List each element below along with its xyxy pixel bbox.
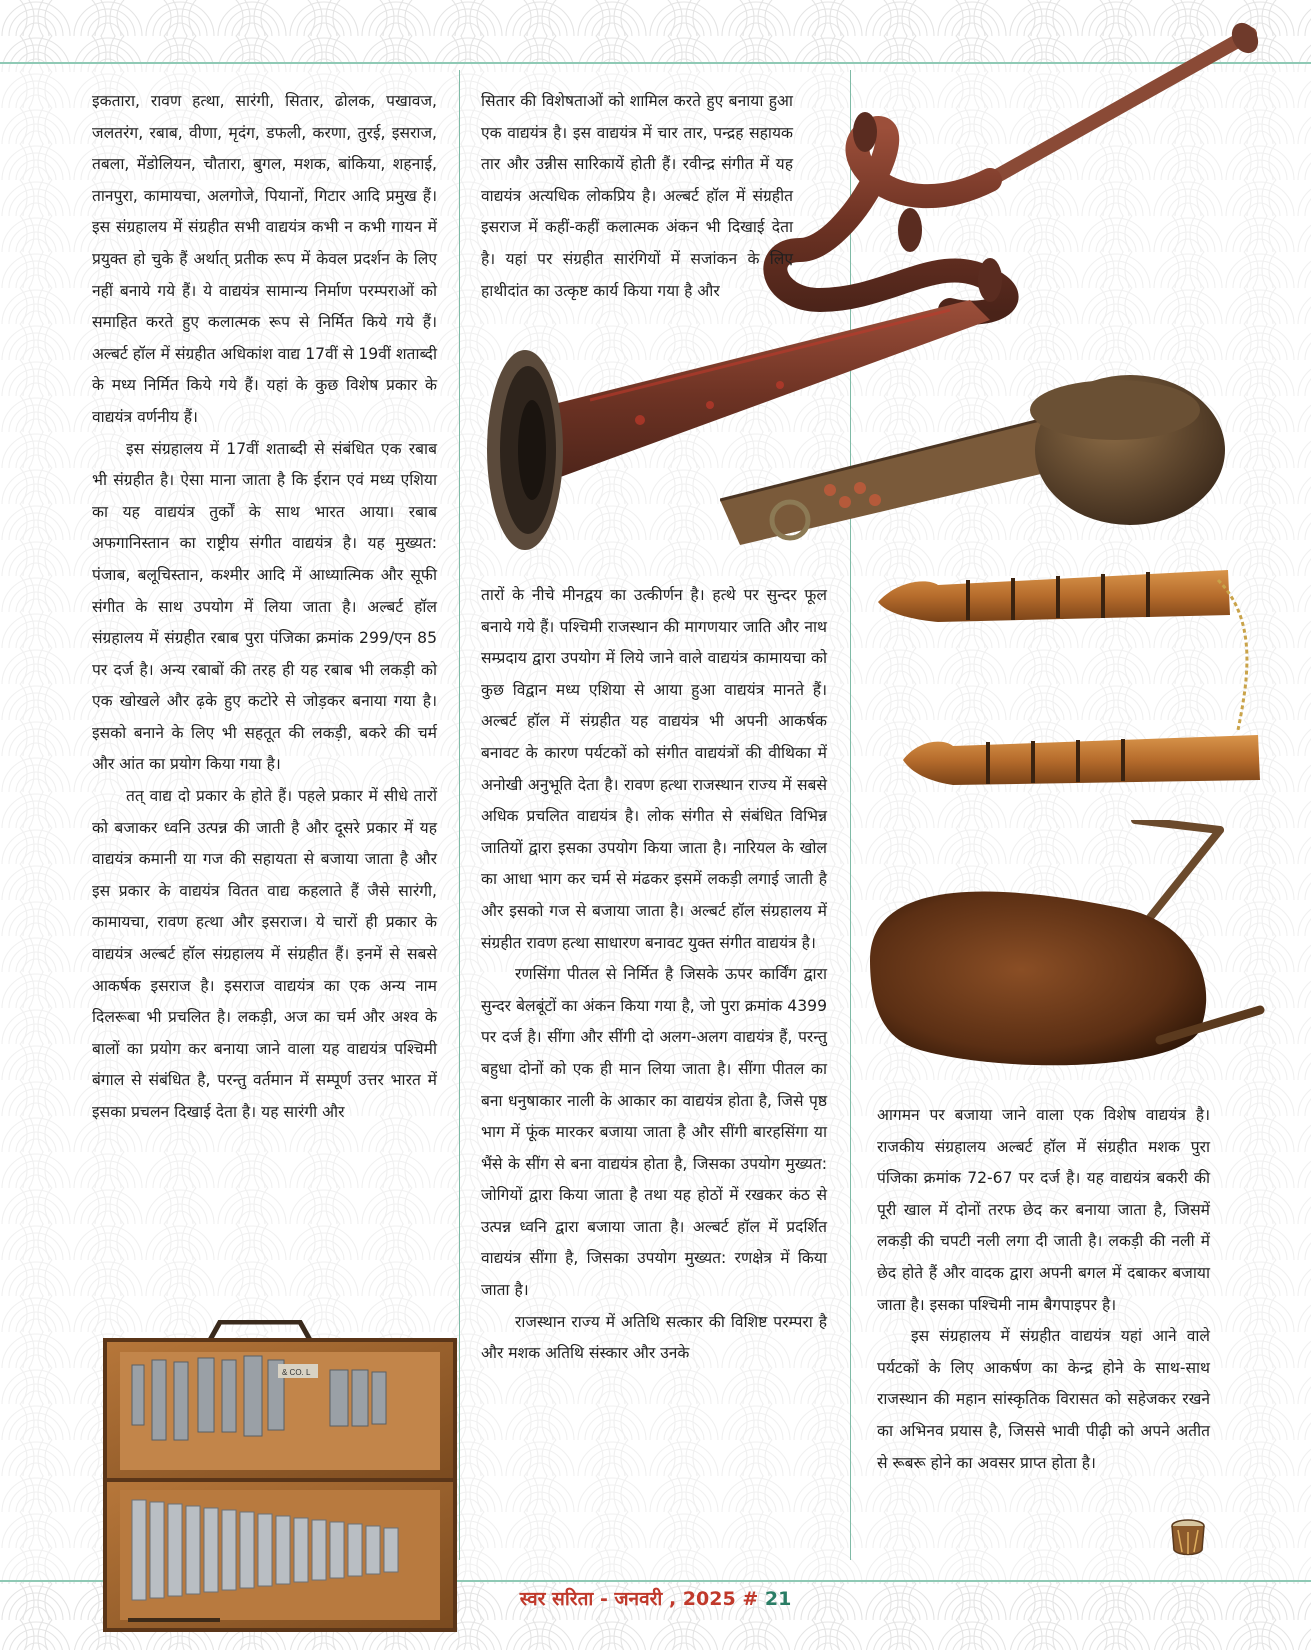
col3-paragraph-1: आगमन पर बजाया जाने वाला एक विशेष वाद्ययंत्र है। राजकीय संग्रहालय अल्बर्ट हॉल में संग्रहीत मशक पुरा पंजिका क्रमांक 72-67 पर दर्ज है। यह वाद्ययंत्र बकरी की पूरी खाल में दोनों तरफ छेद कर बनाया जाता है, जिसमें लकड़ी की चपटी नली लगा दी जाती है। लकड़ी की नली में छेद होते हैं और वादक द्वारा अपनी बगल में दबाकर बजाया जाता है। इसका पश्चिमी नाम बैगपाइपर है। [877, 1106, 1210, 1314]
col2-paragraph-3: राजस्थान राज्य में अतिथि सत्कार की विशिष्ट परम्परा है और मशक अतिथि संस्कार और उनके [481, 1312, 827, 1363]
case-label: & CO. L [282, 1368, 311, 1377]
issue-year: , 2025 [662, 1588, 743, 1610]
column-2-top-text [481, 86, 793, 307]
col2-top-paragraph: सितार की विशेषताओं को शामिल करते हुए बनाया हुआ एक वाद्ययंत्र है। इस वाद्ययंत्र में चार तार, पन्द्रह सहायक तार और उन्नीस सारिकायें होती हैं। रवीन्द्र संगीत में यह वाद्ययंत्र अत्यधिक लोकप्रिय है। अल्बर्ट हॉल में संग्रहीत इसराज में कहीं-कहीं कलात्मक अंकन भी दिखाई देता है। यहां पर संग्रहीत सारंगियों में सजांकन के लिए हाथीदांत का उत्कृष्ट कार्य किया गया है और [481, 92, 793, 300]
col1-paragraph-1: इकतारा, रावण हत्था, सारंगी, सितार, ढोलक, पखावज, जलतरंग, रबाब, वीणा, मृदंग, डफली, करणा, तुरई, इसराज, तबला, मेंडोलियन, चौतारा, बुगल, मशक, बांकिया, शहनाई, तानपुरा, कामायचा, अलगोजे, पियानों, गिटार आदि प्रमुख हैं। इस संग्रहालय में संग्रहीत सभी वाद्ययंत्र कभी न कभी गायन में प्रयुक्त हो चुके हैं अर्थात् प्रतीक रूप में केवल प्रदर्शन के लिए नहीं बनाये गये हैं। ये वाद्ययंत्र सामान्य निर्माण परम्पराओं को समाहित करते हुए कलात्मक रूप से निर्मित किये गये हैं। अल्बर्ट हॉल में संग्रहीत अधिकांश वाद्य 17वीं से 19वीं शताब्दी के मध्य निर्मित किये गये हैं। यहां के कुछ विशेष प्रकार के वाद्ययंत्र वर्णनीय हैं। [92, 92, 437, 426]
hash-symbol: # [742, 1588, 759, 1610]
col1-paragraph-3: तत् वाद्य दो प्रकार के होते हैं। पहले प्रकार में सीधे तारों को बजाकर ध्वनि उत्पन्न की जाती है और दूसरे प्रकार में यह वाद्ययंत्र कमानी या गज की सहायता से बजाया जाता है और इस प्रकार के वाद्ययंत्र वितत वाद्य कहलाते हैं जैसे सारंगी, कामायचा, रावण हत्था और इसराज। ये चारों ही प्रकार के वाद्ययंत्र अल्बर्ट हॉल संग्रहालय में संग्रहीत हैं। इनमें से सबसे आकर्षक इसराज है। इसराज वाद्ययंत्र का एक अन्य नाम दिलरूबा भी प्रचलित है। लकड़ी, अज का चर्म और अश्व के बालों का प्रयोग कर बनाया जाने वाला यह वाद्ययंत्र पश्चिमी बंगाल से संबंधित है, परन्तु वर्तमान में सम्पूर्ण उत्तर भारत में इसका प्रचलन दिखाई देता है। यह सारंगी और [92, 787, 437, 1121]
column-3-text [877, 1100, 1210, 1479]
col2-paragraph-2: रणसिंगा पीतल से निर्मित है जिसके ऊपर कार्विंग द्वारा सुन्दर बेलबूंटों का अंकन किया गया है, जो पुरा क्रमांक 4399 पर दर्ज है। सींगा और सींगी दो अलग-अलग वाद्ययंत्र हैं, परन्तु बहुधा दोनों को एक ही मान लिया जाता है। सींगा पीतल का बना धनुषाकार नाली के आकार का वाद्ययंत्र होता है, जिसे पृष्ठ भाग में फूंक मारकर बजाया जाता है और सींगी बारहसिंगा या भैंसे के सींग से बना वाद्ययंत्र होता है, जिसका उपयोग मुख्यत: जोगियों द्वारा किया जाता है तथा यह होठों में रखकर कंठ से उत्पन्न ध्वनि द्वारा बजाया जाता है। अल्बर्ट हॉल में प्रदर्शित वाद्ययंत्र सींगा है, जिसका उपयोग मुख्यत: रणक्षेत्र में किया जाता है। [481, 965, 827, 1300]
page-number: 21 [758, 1588, 792, 1610]
wooden-flutes-image [858, 560, 1268, 820]
column-1-text [92, 86, 437, 1129]
issue-month: जनवरी [614, 1588, 663, 1610]
col1-paragraph-2: इस संग्रहालय में 17वीं शताब्दी से संबंधित एक रबाब भी संग्रहीत है। ऐसा माना जाता है कि ईरान एवं मध्य एशिया का यह वाद्ययंत्र तुर्कों के साथ भारत आया। रबाब अफगानिस्तान का राष्ट्रीय संगीत वाद्ययंत्र है। यह मुख्यत: पंजाब, बलूचिस्तान, कश्मीर आदि में आध्यात्मिक और सूफी संगीत के साथ उपयोग में लिया जाता है। अल्बर्ट हॉल संग्रहालय में संग्रहीत रबाब पुरा पंजिका क्रमांक 299/एन 85 पर दर्ज है। अन्य रबाबों की तरह ही यह रबाब भी लकड़ी को एक खोखले और ढ़के हुए कटोरे से जोड़कर बनाया गया है। इसको बनाने के लिए भी सहतूत की लकड़ी, बकरे की चर्म और आंत का प्रयोग किया गया है। [92, 439, 437, 774]
page-footer [0, 1585, 1311, 1611]
col2-paragraph-1: तारों के नीचे मीनद्वय का उत्कीर्णन है। हत्थे पर सुन्दर फूल बनाये गये हैं। पश्चिमी राजस्थान की मागणयार जाति और नाथ सम्प्रदाय द्वारा उपयोग में लिये जाने वाले वाद्ययंत्र कामायचा को कुछ विद्वान मध्य एशिया से आया हुआ वाद्ययंत्र मानते हैं। अल्बर्ट हॉल में संग्रहीत यह वाद्ययंत्र भी अपनी आकर्षक बनावट के कारण पर्यटकों को संगीत वाद्ययंत्रों की वीथिका में अनोखी अनुभूति देता है। रावण हत्था राजस्थान राज्य में सबसे अधिक प्रचलित वाद्ययंत्र है। लोक संगीत से संबंधित विभिन्न जातियों द्वारा इसका उपयोग किया जाता है। नारियल के खोल का आधा भाग कर चर्म से मंढकर इसमें लकड़ी लगाई जाती है और इसको गज से बजाया जाता है। अल्बर्ट हॉल संग्रहालय में संग्रहीत रावण हत्था साधारण बनावट युक्त संगीत वाद्ययंत्र है। [481, 586, 827, 952]
col3-paragraph-2: इस संग्रहालय में संग्रहीत वाद्ययंत्र यहां आने वाले पर्यटकों के लिए आकर्षण का केन्द्र होने के साथ-साथ राजस्थान की महान सांस्कृतिक विरासत को सहेजकर रखने का अभिनव प्रयास है, जिससे भावी पीढ़ी को अपने अतीत से रूबरू होने का अवसर प्राप्त होता है। [877, 1327, 1210, 1472]
mashak-bagpipe-image [860, 820, 1270, 1080]
footer-dash: - [593, 1588, 615, 1610]
magazine-name: स्वर सरिता [519, 1588, 594, 1610]
column-2-bottom-text [481, 580, 827, 1370]
small-drum-icon [1168, 1518, 1208, 1558]
string-instrument-image [720, 370, 1250, 560]
